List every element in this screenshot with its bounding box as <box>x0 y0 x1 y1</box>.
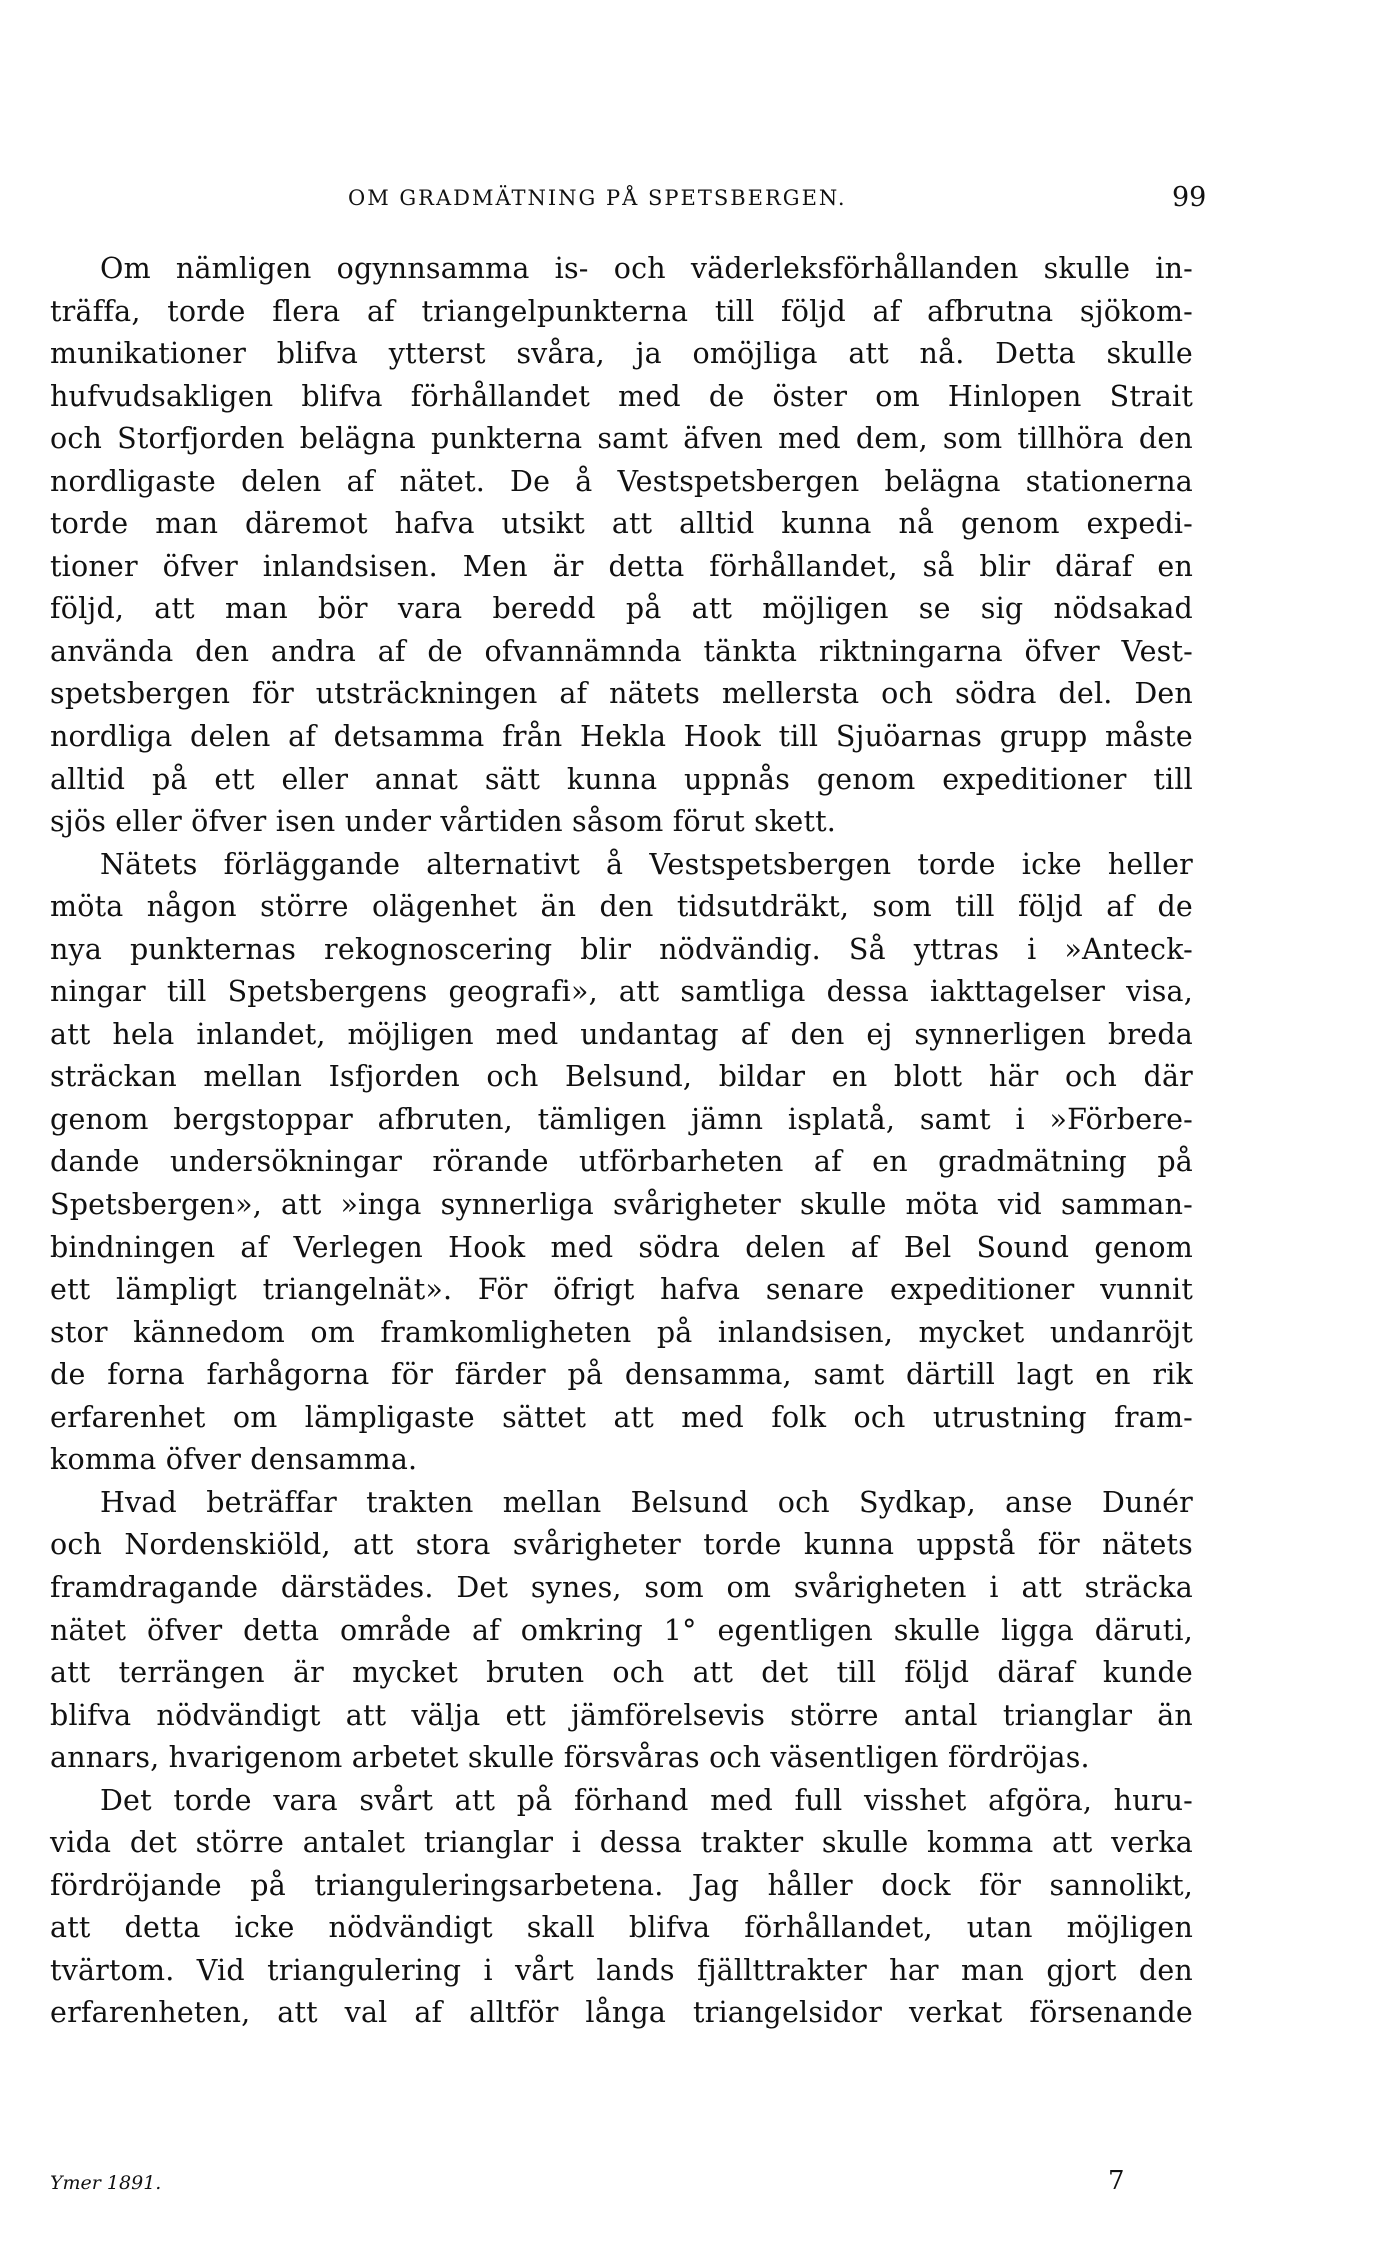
text-line: Det torde vara svårt att på förhand med full visshet afgöra, huru- <box>100 1783 1193 1817</box>
text-line: genom bergstoppar afbruten, tämligen jämn isplatå, samt i »Förbere- <box>50 1102 1193 1136</box>
text-line: hufvudsakligen blifva förhållandet med de öster om Hinlopen Strait <box>50 379 1193 413</box>
text-line: och Storfjorden belägna punkterna samt äfven med dem, som tillhöra den <box>50 422 1193 456</box>
text-line: fördröjande på trianguleringsarbetena. Jag håller dock för sannolikt, <box>50 1868 1193 1902</box>
text-line: möta någon större olägenhet än den tidsutdräkt, som till följd af de <box>50 890 1193 924</box>
text-line: spetsbergen för utsträckningen af nätets mellersta och södra del. Den <box>50 677 1193 711</box>
text-line: blifva nödvändigt att välja ett jämförelsevis större antal trianglar än <box>50 1698 1193 1732</box>
text-line: träffa, torde flera af triangelpunkterna till följd af afbrutna sjökom- <box>50 294 1193 328</box>
text-line: bindningen af Verlegen Hook med södra delen af Bel Sound genom <box>50 1230 1193 1264</box>
text-line: de forna farhågorna för färder på densamma, samt därtill lagt en rik <box>50 1358 1193 1392</box>
text-line: sjös eller öfver isen under vårtiden såsom förut skett. <box>50 805 837 839</box>
text-line: torde man däremot hafva utsikt att alltid kunna nå genom expedi- <box>50 507 1193 541</box>
text-line: nordliga delen af detsamma från Hekla Hook till Sjuöarnas grupp måste <box>50 720 1193 754</box>
text-line: erfarenhet om lämpligaste sättet att med folk och utrustning fram- <box>50 1400 1193 1434</box>
text-line: framdragande därstädes. Det synes, som om svårigheten i att sträcka <box>50 1570 1193 1604</box>
text-line: ningar till Spetsbergens geografi», att samtliga dessa iakttagelser visa, <box>50 975 1193 1009</box>
text-line: erfarenheten, att val af alltför långa triangelsidor verkat försenande <box>50 1996 1193 2030</box>
text-line: stor kännedom om framkomligheten på inlandsisen, mycket undanröjt <box>50 1315 1193 1349</box>
text-line: komma öfver densamma. <box>50 1443 418 1477</box>
footer-signature: 7 <box>1108 2166 1125 2196</box>
text-line: sträckan mellan Isfjorden och Belsund, bildar en blott här och där <box>50 1060 1193 1094</box>
text-line: annars, hvarigenom arbetet skulle försvåras och väsentligen fördröjas. <box>50 1741 1090 1775</box>
text-line: följd, att man bör vara beredd på att möjligen se sig nödsakad <box>50 592 1193 626</box>
text-line: Hvad beträffar trakten mellan Belsund och Sydkap, anse Dunér <box>100 1485 1193 1519</box>
text-line: Nätets förläggande alternativt å Vestspetsbergen torde icke heller <box>100 847 1193 881</box>
page-number: 99 <box>1172 182 1207 213</box>
text-line: dande undersökningar rörande utförbarheten af en gradmätning på <box>50 1145 1193 1179</box>
text-line: tioner öfver inlandsisen. Men är detta förhållandet, så blir däraf en <box>50 549 1193 583</box>
running-head: OM GRADMÄTNING PÅ SPETSBERGEN. <box>348 186 847 210</box>
text-line: vida det större antalet trianglar i dessa trakter skulle komma att verka <box>50 1826 1193 1860</box>
text-line: och Nordenskiöld, att stora svårigheter torde kunna uppstå för nätets <box>50 1528 1193 1562</box>
text-line: Om nämligen ogynnsamma is- och väderleksförhållanden skulle in- <box>100 252 1193 285</box>
text-line: munikationer blifva ytterst svåra, ja omöjliga att nå. Detta skulle <box>50 337 1193 371</box>
text-line: att terrängen är mycket bruten och att det till följd däraf kunde <box>50 1656 1193 1690</box>
text-line: nya punkternas rekognoscering blir nödvändig. Så yttras i »Anteck- <box>50 932 1193 966</box>
text-line: Spetsbergen», att »inga synnerliga svårigheter skulle möta vid samman- <box>50 1188 1193 1222</box>
text-line: nordligaste delen af nätet. De å Vestspetsbergen belägna stationerna <box>50 464 1193 498</box>
text-line: att detta icke nödvändigt skall blifva förhållandet, utan möjligen <box>50 1911 1193 1945</box>
text-line: nätet öfver detta område af omkring 1° egentligen skulle ligga däruti, <box>50 1613 1193 1647</box>
text-line: ett lämpligt triangelnät». För öfrigt hafva senare expeditioner vunnit <box>50 1273 1193 1307</box>
text-line: alltid på ett eller annat sätt kunna uppnås genom expeditioner till <box>50 762 1193 796</box>
text-line: att hela inlandet, möjligen med undantag af den ej synnerligen breda <box>50 1017 1193 1051</box>
text-line: tvärtom. Vid triangulering i vårt lands fjällttrakter har man gjort den <box>50 1953 1193 1987</box>
footer-journal: Ymer 1891. <box>50 2172 162 2194</box>
text-line: använda den andra af de ofvannämnda tänkta riktningarna öfver Vest- <box>50 634 1193 668</box>
body-text <box>50 248 1193 2035</box>
